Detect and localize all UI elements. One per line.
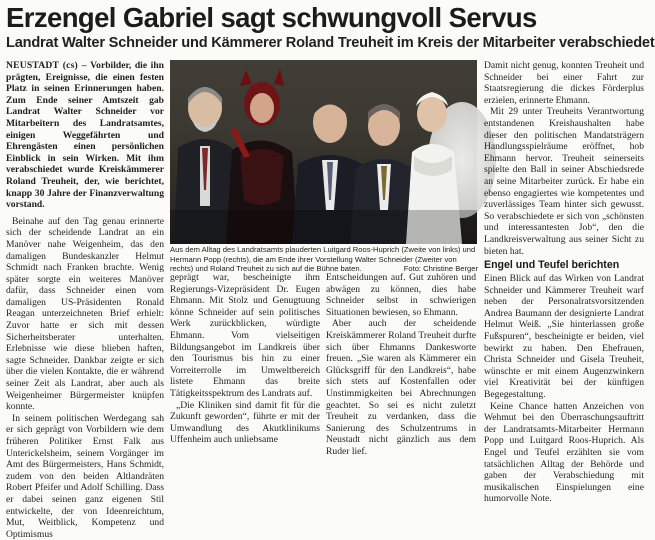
- body-paragraph: Damit nicht genug, konnten Treuheit und Schneider bei einer Fahrt zur Staatsregierung die dickes Förderplus erzielen, erinnerte Ehmann.: [484, 60, 644, 106]
- body-paragraph: geprägt war, bescheinigte ihm Regierungs-Vizepräsident Dr. Eugen Ehmann. Mit Stolz und Genugtuung könne Schneider auf sein politisches Werk zurückblicken, würdigte Ehmann. Vom vielseitigen Bildungsangebot im Landkreis über den Tourismus bis hin zu einer Vorreiterrolle im Umweltbereich listete Ehmann das breite Tätigkeitsspektrum des Landrats auf.: [170, 272, 320, 399]
- photo-illustration: [170, 60, 477, 244]
- body-paragraph: Einen Blick auf das Wirken von Landrat Schneider und Kämmerer Treuheit warf neben der Personalratsvorsitzenden Andrea Baumann der designierte Landrat Helmut Weiß. „Sie hinterlassen große Fußspuren“, bescheinigte er beiden, viel bewirkt zu haben. Den Ehefrauen, Christa Schneider und Gisela Treuheit, wünschte er mit einem Augenzwinkern viel Kreativität bei der künftigen Begegestaltung.: [484, 273, 644, 401]
- headline: Erzengel Gabriel sagt schwungvoll Servus: [6, 2, 537, 33]
- article-photo: [170, 60, 477, 244]
- photo-credit: Foto: Christine Berger: [403, 264, 478, 274]
- body-paragraph: Mit 29 unter Treuheits Verantwortung entstandenen Kreishaushalten habe dieser den politischen Mandatsträgern Handlungsspielräume eröffnet, hob Ehmann hervor. Treuheit seinerseits spielte den Ball in seiner Abschiedsrede an seine Mitarbeiter zurück. Er habe ein ebenso engagiertes wie kompetentes und zuverlässiges Team hinter sich gewusst. So verabschiedete er sich von „schönsten und interessantesten Job“, den die Landkreisverwaltung aus seiner Sicht zu bieten hat.: [484, 106, 644, 257]
- body-paragraph: Aber auch der scheidende Kreiskämmerer Roland Treuheit durfte sich über Ehmanns Dankesworte freuen. „Sie waren als Kämmerer ein Glücksgriff für den Landkreis“, habe sich stets auf Kostenfallen oder Unstimmigkeiten bei Abrechnungen geachtet. So sei es nicht zuletzt Treuheit zu verdanken, dass die Sanierung des Schulzentrums in Neustadt nicht gänzlich aus dem Ruder lief.: [326, 318, 476, 457]
- subline: Landrat Walter Schneider und Kämmerer Roland Treuheit im Kreis der Mitarbeiter verabschiedet: [6, 35, 655, 51]
- body-paragraph: Keine Chance hatten Anzeichen von Wehmut bei den Überraschungsauftritt der Landratsamts-Mitarbeiter Hermann Popp und Luitgard Roos-Huprich. Als Engel und Teufel erzählten sie vom tatsächlichen Alltag der Behörde und gaben der Verabschiedung mit musikalischen Einspielungen eine humorvolle Note.: [484, 400, 644, 505]
- column-1: [6, 60, 164, 540]
- lead-text: Vorbilder, die ihn prägten, Ereignisse, die einen festen Platz in seinen Erinnerungen haben. Zum Ende seiner Amtszeit gab Landrat Walter Schneider vor Mitarbeitern des Landratsamtes, einigen Weggefährten und Ehrengästen einen persönlichen Einblick in sein Wirken. Mit ihm verabschiedet wurde Kreiskämmerer Roland Treuheit, der, wie berichtet, knapp 30 Jahre der Finanzverwaltung vorstand.: [6, 60, 164, 211]
- column-2: [170, 272, 320, 446]
- photo-caption: [170, 245, 478, 274]
- body-paragraph: Beinahe auf den Tag genau erinnerte sich der scheidende Landrat an ein Manöver nahe Weigenheim, das den damaligen Bundeskanzler Helmut Schmidt nach Franken brachte. Wenig später sorgte ein weiteres Manöver dafür, dass Schneider einen vom damaligen US-Präsidenten Ronald Reagan unterzeichneten Brief erhielt: Zuvor hatte er sich mit dessen Sicherheitsberater unterhalten. Erlebnisse wie diese blieben haften, sagte Schneider. Dankbar zeigte er sich über die vielen Kontakte, die er während seiner Zeit als Landrat, aber auch als Weigenheimer Bürgermeister knüpfen konnte.: [6, 215, 164, 413]
- column-4: [484, 60, 644, 505]
- caption-text: Aus dem Alltag des Landratsamts plauderten Luitgard Roos-Huprich (Zweite von links) und Hermann Popp (rechts), die am Ende ihrer Vorstellung Walter Schneider (Zweiter von rechts) und Roland Treuheit zu sich auf die Bühne baten.: [170, 245, 476, 274]
- body-paragraph: Entscheidungen auf. Gut zuhören und abwägen zu können, dies habe Schneider selbst in schwierigen Situationen bewiesen, so Ehmann.: [326, 272, 476, 318]
- section-subhead: Engel und Teufel berichten: [484, 259, 620, 272]
- lead-paragraph: [6, 60, 164, 211]
- column-3: [326, 272, 476, 457]
- body-paragraph: In seinem politischen Werdegang sah er sich geprägt von Vorbildern wie dem früheren Politiker Ernst Falk aus Unterickelsheim, seinem Vorgänger im Amt des Bürgermeisters, Hans Schmidt, zudem von den beiden Altlandräten Robert Pfeifer und Adolf Schilling. Dass er dabei seinen ganz eigenen Stil entwickelte, der von Ideenreichtum, Mut, Weitblick, Kompetenz und Optimismus: [6, 412, 164, 540]
- dateline: NEUSTADT (cs) –: [6, 60, 87, 71]
- body-paragraph: „Die Kliniken sind damit fit für die Zukunft geworden“, führte er mit der Umwandlung des Akutklinikums Uffenheim auch unliebsame: [170, 399, 320, 446]
